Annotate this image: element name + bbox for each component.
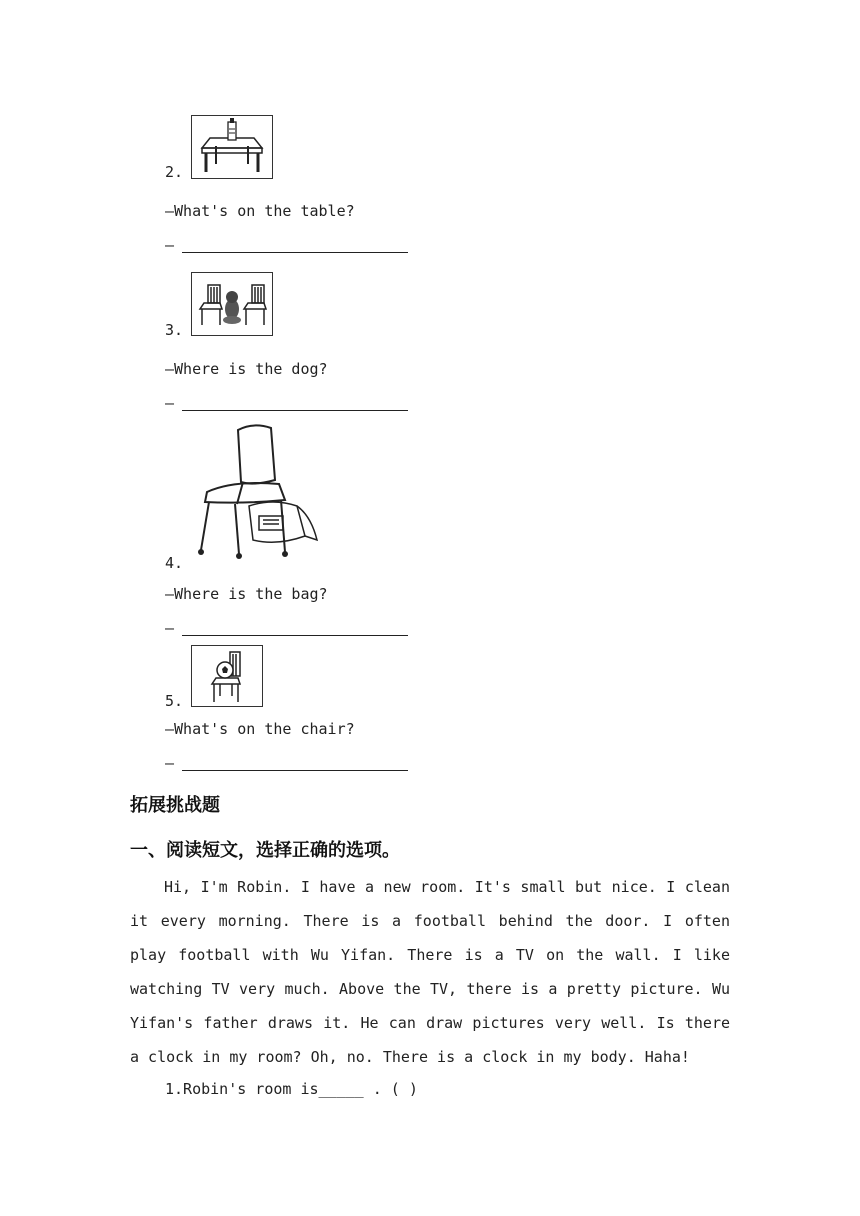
answer-line[interactable]	[182, 770, 408, 771]
reading-heading: 一、阅读短文，选择正确的选项。	[130, 840, 400, 861]
question-text: —What's on the chair?	[165, 720, 355, 738]
reading-question-1: 1.Robin's room is_____ . ( )	[165, 1080, 418, 1098]
ball-on-chair-picture	[191, 645, 263, 707]
answer-dash: —	[165, 394, 175, 412]
bag-under-chair-picture	[193, 420, 321, 560]
answer-line[interactable]	[182, 635, 408, 636]
reading-passage: Hi, I'm Robin. I have a new room. It's small but nice. I clean it every morning. There is a football behind the door. I often play football with Wu Yifan. There is a TV on the wall. I like watching TV very much. Above the TV, there is a pretty picture. Wu Yifan's father draws it. He can draw pictures very well. Is there a clock in my room? Oh, no. There is a clock in my body. Haha!	[130, 878, 730, 1066]
section-title: 拓展挑战题	[130, 795, 220, 816]
question-text: —What's on the table?	[165, 202, 355, 220]
table-bottle-picture	[191, 115, 273, 179]
answer-dash: —	[165, 236, 175, 254]
answer-dash: —	[165, 619, 175, 637]
dog-between-chairs-picture	[191, 272, 273, 336]
question-text: —Where is the bag?	[165, 585, 328, 603]
answer-line[interactable]	[182, 410, 408, 411]
answer-line[interactable]	[182, 252, 408, 253]
exercise-number: 4.	[165, 554, 184, 572]
exercise-number: 3.	[165, 321, 184, 339]
question-text: —Where is the dog?	[165, 360, 328, 378]
answer-dash: —	[165, 754, 175, 772]
exercise-number: 5.	[165, 692, 184, 710]
exercise-number: 2.	[165, 163, 184, 181]
